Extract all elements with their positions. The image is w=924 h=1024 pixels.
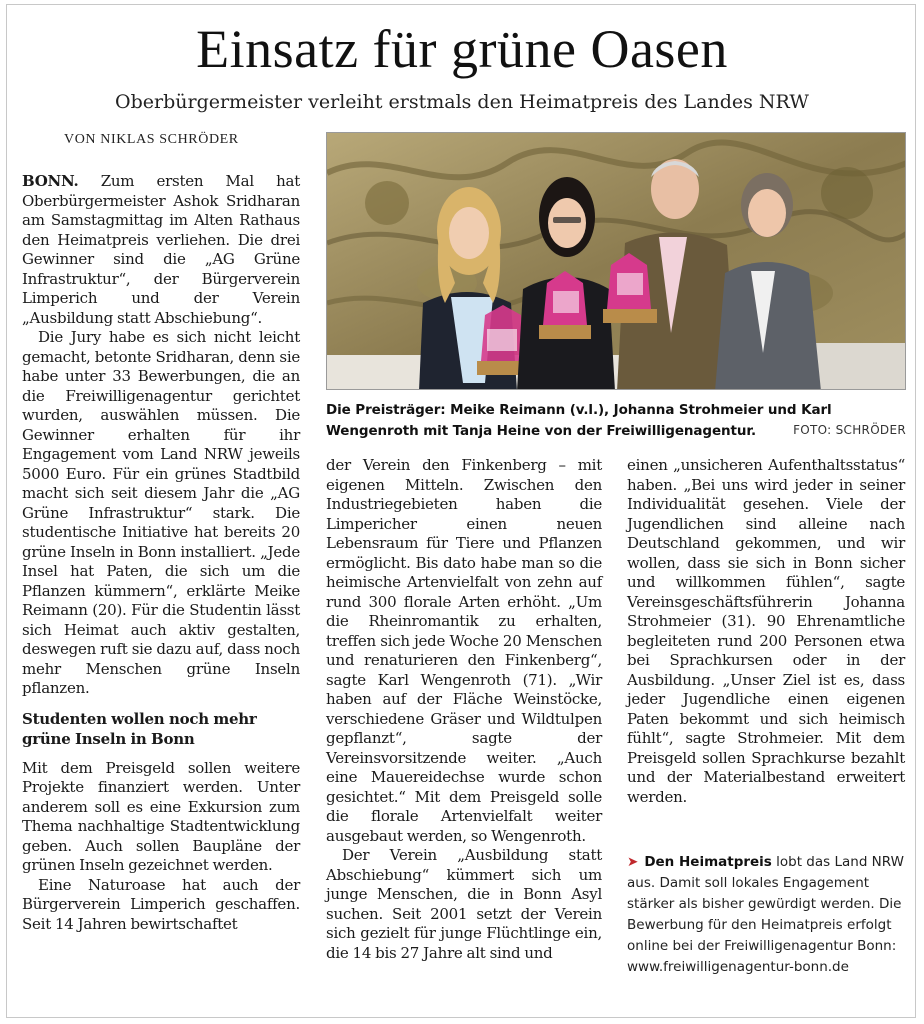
- photo-caption: Die Preisträger: Meike Reimann (v.l.), Johanna Strohmeier und Karl Wengenroth mit Tanja Heine von der Freiwilligenagentur.: [326, 402, 832, 439]
- arrow-icon: ➤: [627, 854, 639, 870]
- paragraph: Der Verein „Ausbildung statt Abschiebung“ kümmert sich um junge Menschen, die in Bonn Asyl suchen. Seit 2001 setzt der Verein sich gezielt für junge Flüchtlinge ein, die 14 bis 27 Jahre alt sind und: [326, 846, 602, 962]
- paragraph-text: Zum ersten Mal hat Oberbürgermeister Ashok Sridharan am Samstagmittag im Alten Rathaus den Heimatpreis verliehen. Die drei Gewinner sind die „AG Grüne Infrastruktur“, der Bürgerverein Limperich und der Verein „Ausbildung statt Abschiebung“.: [22, 172, 300, 327]
- article-column-1: [22, 172, 300, 934]
- headline: Einsatz für grüne Oasen: [196, 19, 728, 79]
- photo-illustration: [327, 133, 906, 390]
- info-box-lead: Den Heimatpreis: [644, 854, 772, 870]
- paragraph: Die Jury habe es sich nicht leicht gemacht, betonte Sridharan, denn sie habe unter 33 Bewerbungen, die an die Freiwilligenagentur gerichtet wurden, auswählen müssen. Die Gewinner erhalten für ihr Engagement vom Land NRW jeweils 5000 Euro. Für ein grünes Stadtbild macht sich seit diesem Jahr die „AG Grüne Infrastruktur“ stark. Die studentische Initiative hat bereits 20 grüne Inseln in Bonn installiert. „Jede Insel hat Paten, die sich um die Pflanzen kümmern“, erklärte Meike Reimann (20). Für die Studentin lässt sich Heimat auch aktiv gestalten, deswegen ruft sie dazu auf, dass noch mehr Menschen grüne Inseln pflanzen.: [22, 328, 300, 697]
- paragraph: [22, 172, 300, 328]
- article-column-2: [326, 456, 602, 963]
- info-box-text: lobt das Land NRW aus. Damit soll lokales Engagement stärker als bisher gewürdigt werden. Die Bewerbung für den Heimatpreis erfolgt online bei der Freiwilligenagentur Bonn: www.freiwilligenagentur-bonn.de: [627, 854, 904, 975]
- info-box: [627, 852, 905, 978]
- article-column-3: [627, 456, 905, 807]
- photo-credit: FOTO: SCHRÖDER: [793, 423, 906, 437]
- paragraph: einen „unsicheren Aufenthaltsstatus“ haben. „Bei uns wird jeder in seiner Individualität gesehen. Viele der Jugendlichen sind alleine nach Deutschland gekommen, und wir wollen, dass sie sich in Bonn sicher und willkommen fühlen“, sagte Vereinsgeschäftsführerin Johanna Strohmeier (31). 90 Ehrenamtliche begleiteten rund 200 Personen etwa bei Sprachkursen oder in der Ausbildung. „Unser Ziel ist es, dass jeder Jugendliche einen eigenen Paten bekommt und sich heimisch fühlt“, sagte Strohmeier. Mit dem Preisgeld sollen Sprachkurse bezahlt und der Materialbestand erweitert werden.: [627, 456, 905, 806]
- crosshead: Studenten wollen noch mehr grüne Inseln in Bonn: [22, 709, 257, 748]
- paragraph: Mit dem Preisgeld sollen weitere Projekte finanziert werden. Unter anderem soll es eine Exkursion zum Thema nachhaltige Stadtentwicklung geben. Auch sollen Baupläne der grünen Inseln gezeichnet werden.: [22, 758, 300, 874]
- dateline: BONN.: [22, 172, 79, 190]
- byline: VON NIKLAS SCHRÖDER: [64, 132, 239, 147]
- paragraph: der Verein den Finkenberg – mit eigenen Mitteln. Zwischen den Industriegebieten haben die Limpericher einen neuen Lebensraum für Tiere und Pflanzen ermöglicht. Bis dato habe man so die heimische Artenvielfalt von zehn auf rund 300 florale Arten erhöht. „Um die Rheinromantik zu erhalten, treffen sich jede Woche 20 Menschen und renaturieren den Finkenberg“, sagte Karl Wengenroth (71). „Wir haben auf der Fläche Weinstöcke, verschiedene Gräser und Wildtulpen gepflanzt“, sagte der Vereinsvorsitzende weiter. „Auch eine Mauereidechse wurde schon gesichtet.“ Mit dem Preisgeld solle die florale Artenvielfalt weiter ausgebaut werden, so Wengenroth.: [326, 456, 602, 845]
- paragraph: Eine Naturoase hat auch der Bürgerverein Limperich geschaffen. Seit 14 Jahren bewirtschaftet: [22, 875, 300, 933]
- subheadline: Oberbürgermeister verleiht erstmals den Heimatpreis des Landes NRW: [115, 91, 809, 113]
- article-photo: [326, 132, 906, 390]
